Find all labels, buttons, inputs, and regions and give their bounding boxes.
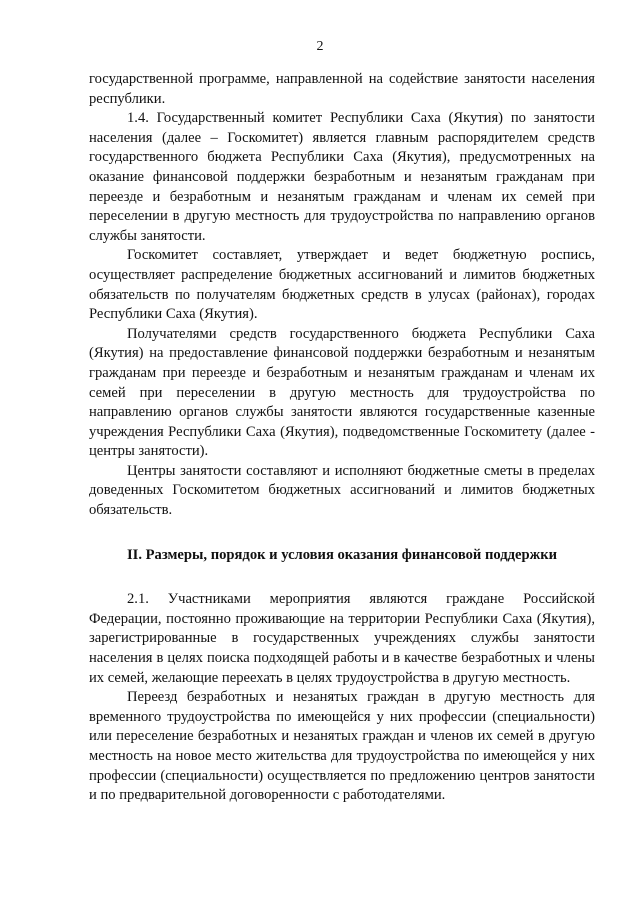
- paragraph-budget-list: Госкомитет составляет, утверждает и ведет бюджетную роспись, осуществляет распределение бюджетных ассигнований и лимитов бюджетных обязательств по получателям бюджетных средств в улусах (районах), городах Республики Саха (Якутия).: [89, 247, 595, 323]
- page-number: 2: [316, 39, 324, 54]
- paragraph-relocation: Переезд безработных и незанятых граждан в другую местность для временного трудоустройства по имеющейся у них профессии (специальности) или переселение безработных и незанятых граждан и членов их семей в другую местность на новое место жительства для трудоустройства по имеющейся у них профессии (специальности) осуществляется по предложению центров занятости и по предварительной договоренности с работодателями.: [89, 689, 595, 804]
- paragraph-employment-centers: Центры занятости составляют и исполняют бюджетные сметы в пределах доведенных Госкомитетом бюджетных ассигнований и лимитов бюджетных обязательств.: [89, 462, 595, 519]
- section-heading: II. Размеры, порядок и условия оказания финансовой поддержки: [126, 546, 558, 563]
- paragraph-1-4: 1.4. Государственный комитет Республики Саха (Якутия) по занятости населения (далее – Госкомитет) является главным распорядителем средств государственного бюджета Республики Саха (Якутия), предусмотренных на оказание финансовой поддержки безработным и незанятым гражданам при переезде и безработным и незанятым гражданам и членам их семей при переселении в другую местность для трудоустройства по направлению органов службы занятости.: [89, 110, 595, 244]
- paragraph-2-1: 2.1. Участниками мероприятия являются граждане Российской Федерации, постоянно проживающие на территории Республики Саха (Якутия), зарегистрированные в государственных учреждениях службы занятости населения в целях поиска подходящей работы и в качестве безработных и члены их семей, желающие переехать в целях трудоустройства в другую местность.: [89, 591, 595, 686]
- paragraph-continuation: государственной программе, направленной на содействие занятости населения республики.: [89, 71, 595, 107]
- paragraph-fund-recipients: Получателями средств государственного бюджета Республики Саха (Якутия) на предоставление финансовой поддержки безработным и незанятым гражданам при переезде и безработным и незанятым гражданам и членам их семей при переселении в другую местность для трудоустройства по направлению органов службы занятости являются государственные казенные учреждения Республики Саха (Якутия), подведомственные Госкомитету (далее - центры занятости).: [89, 325, 595, 460]
- document-body: [89, 70, 595, 806]
